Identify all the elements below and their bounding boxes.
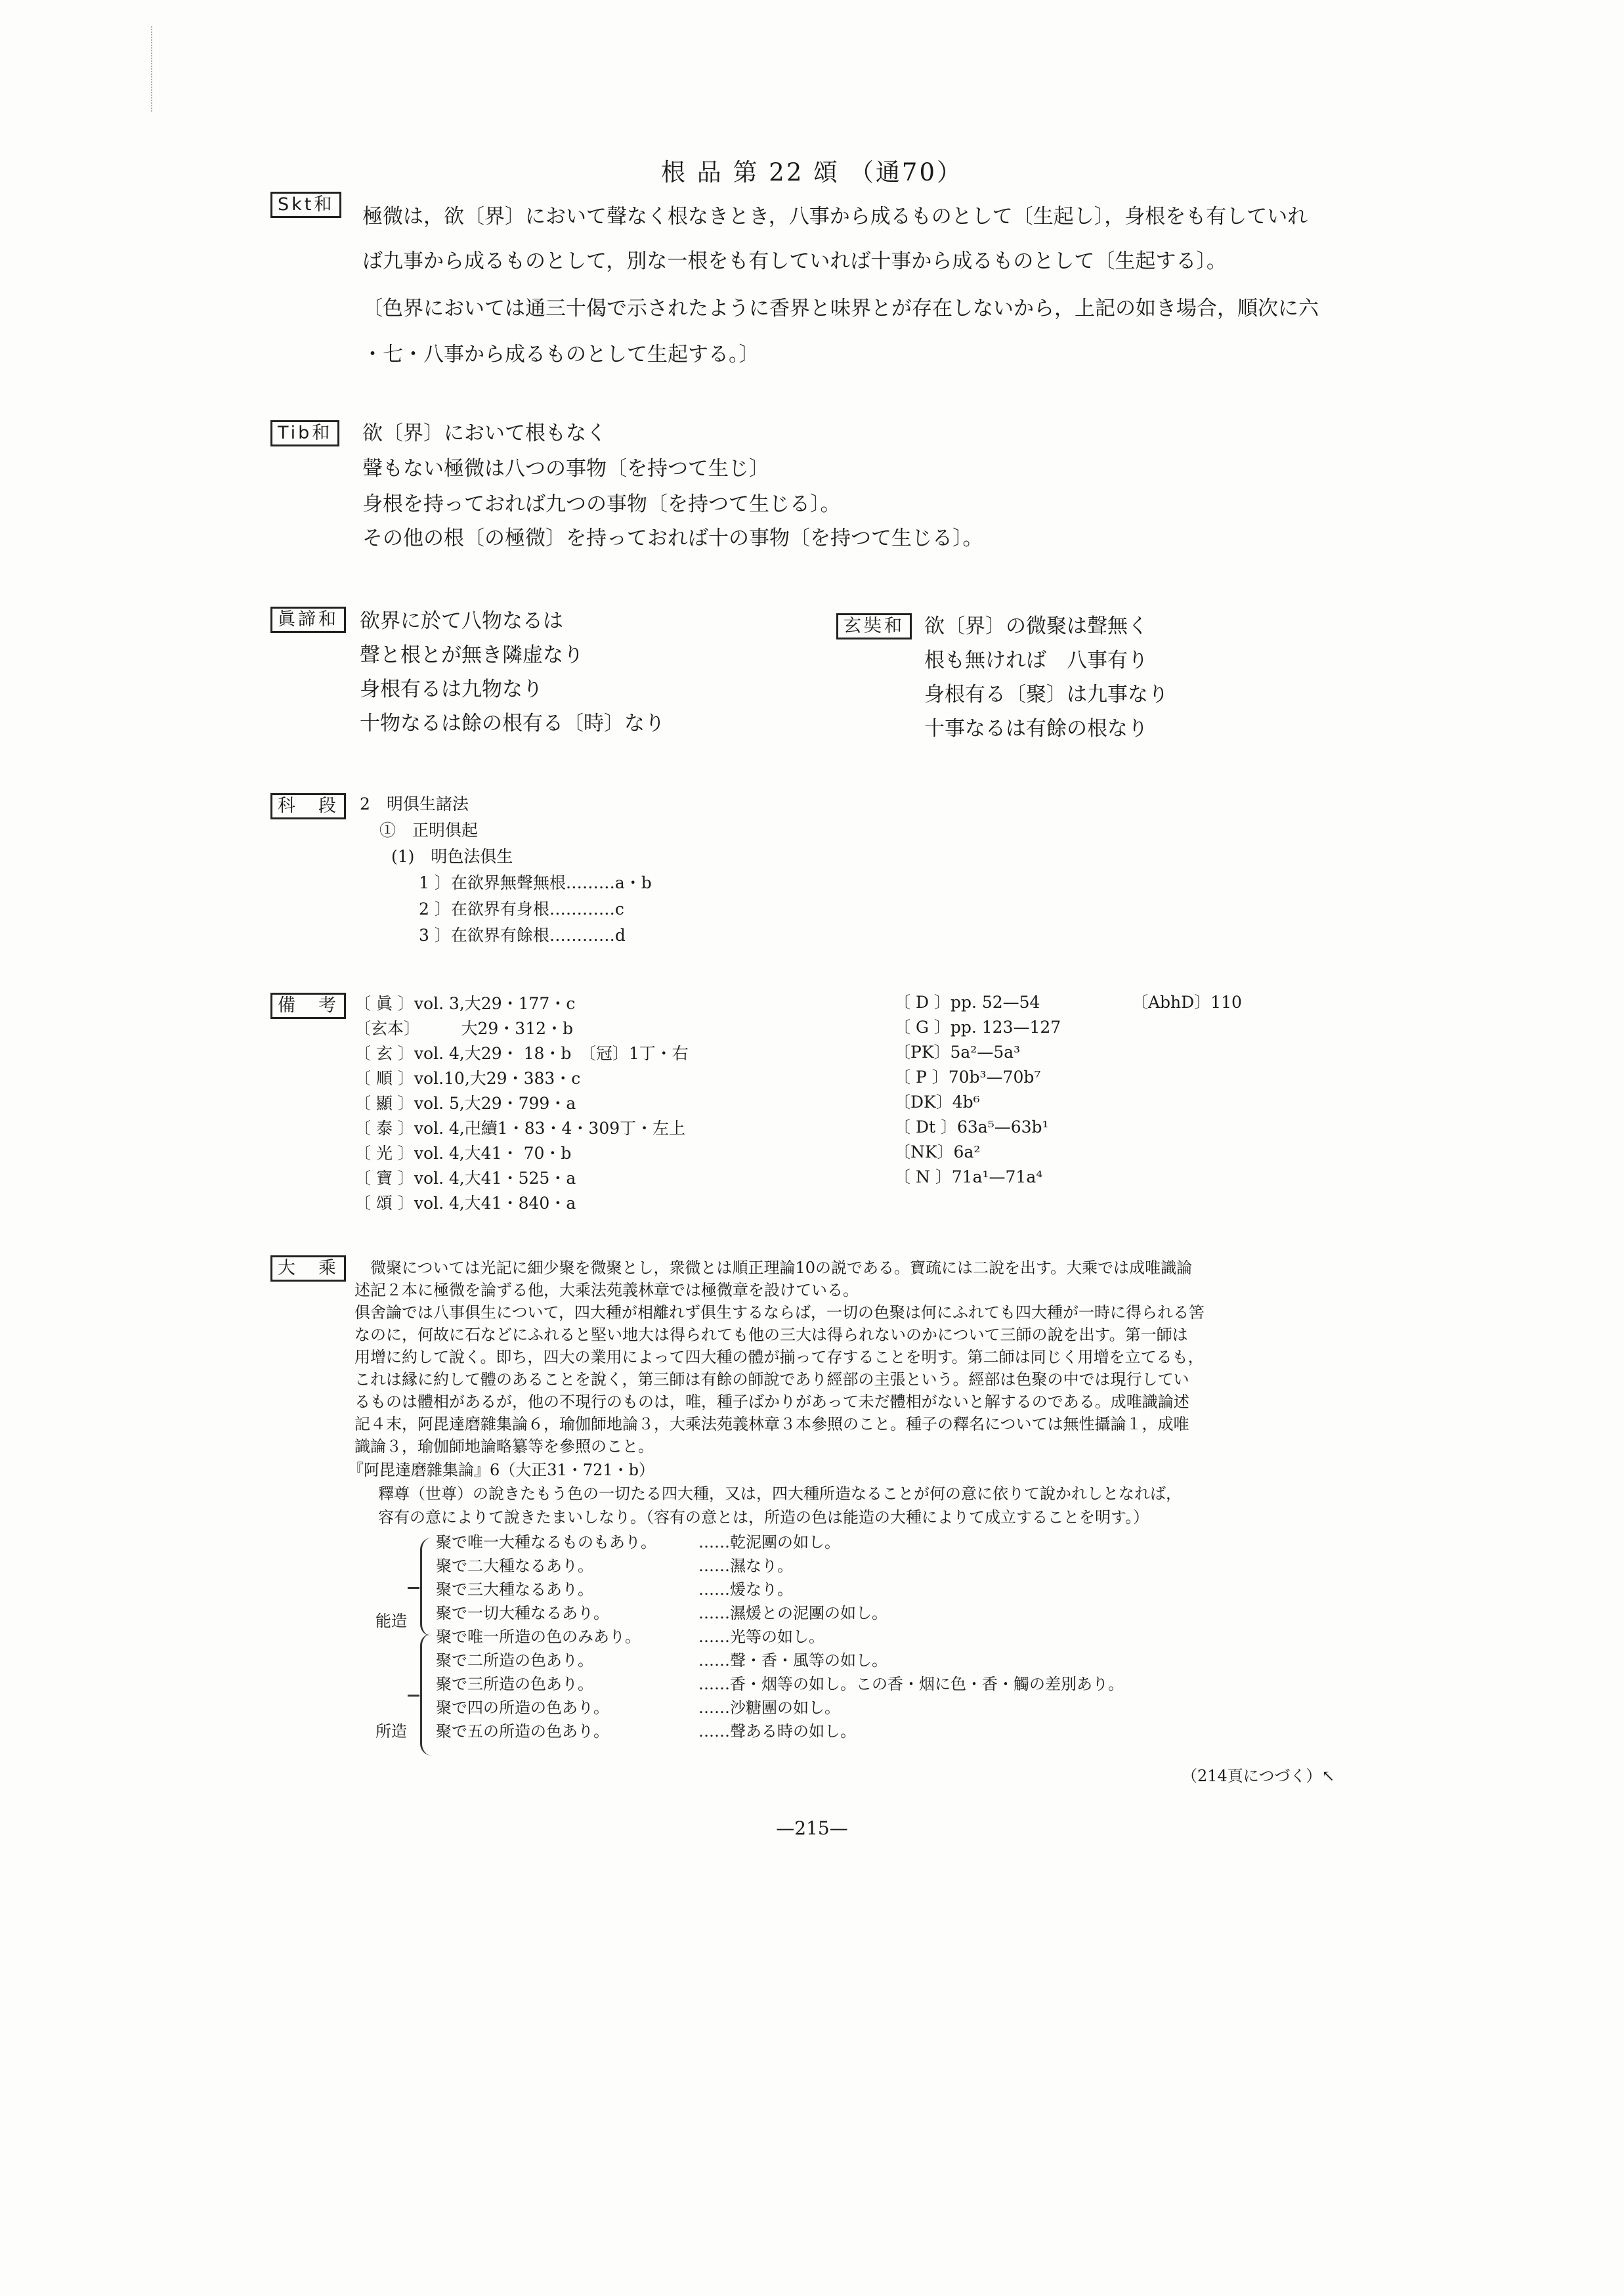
nengzao-item-note: ……煖なり。 xyxy=(698,1580,793,1599)
nengzao-item-note: ……濕煖との泥團の如し。 xyxy=(698,1604,887,1622)
continue-note: （214頁につづく）↖ xyxy=(1182,1767,1335,1785)
xuanzang-line: 身根有る〔聚〕は九事なり xyxy=(924,683,1168,706)
tib-line: 聲もない極微は八つの事物〔を持つて生じ〕 xyxy=(362,457,769,481)
suozao-item: 聚で五の所造の色あり。 xyxy=(436,1722,609,1741)
nengzao-item-note: ……乾泥團の如し。 xyxy=(698,1533,840,1551)
suozao-item-note: ……聲ある時の如し。 xyxy=(698,1722,856,1741)
section-tag-tib: Tib和 xyxy=(270,420,339,446)
kedan-line: 2 明俱生諸法 xyxy=(360,794,469,813)
bikou-ref-right: 〔 N 〕71a¹—71a⁴ xyxy=(894,1167,1043,1186)
page-title: 根 品 第 22 頌 （通70） xyxy=(661,158,963,186)
dasheng-line: 俱舍論では八事俱生について，四大種が相離れず俱生するならば，一切の色聚は何にふれても四大種が一時に得られる筈 xyxy=(354,1303,1205,1322)
suozao-item: 聚で四の所造の色あり。 xyxy=(436,1699,609,1717)
section-tag-zhendi: 眞諦和 xyxy=(270,607,346,633)
skt-line: ば九事から成るものとして，別な一根をも有していれば十事から成るものとして〔生起する〕。 xyxy=(362,249,1227,273)
bikou-ref-left: 〔 光 〕vol. 4,大41・ 70・b xyxy=(354,1144,572,1163)
nengzao-item: 聚で一切大種なるあり。 xyxy=(436,1604,609,1622)
kedan-line: (1) 明色法俱生 xyxy=(391,847,513,866)
page-number: —215— xyxy=(776,1817,848,1839)
nengzao-brace xyxy=(420,1538,437,1636)
bikou-ref-left: 〔 眞 〕vol. 3,大29・177・c xyxy=(354,994,576,1013)
dasheng-line: 識論３，瑜伽師地論略纂等を參照のこと。 xyxy=(354,1437,654,1456)
kedan-line: 1 〕在欲界無聲無根………a・b xyxy=(419,873,652,892)
dasheng-line: 微聚については光記に細少聚を微聚とし，衆微とは順正理論10の説である。寶疏には二說を出す。大乘では成唯識論 xyxy=(354,1259,1193,1277)
bikou-ref-left: 〔 頌 〕vol. 4,大41・840・a xyxy=(354,1194,576,1213)
suozao-item: 聚で唯一所造の色のみあり。 xyxy=(436,1628,641,1646)
bikou-ref-left: 〔 寶 〕vol. 4,大41・525・a xyxy=(354,1169,576,1188)
xuanzang-line: 根も無ければ 八事有り xyxy=(924,649,1148,672)
section-tag-kedan: 科 段 xyxy=(270,793,346,819)
section-tag-bikou: 備 考 xyxy=(270,993,346,1019)
tib-line: 身根を持っておれば九つの事物〔を持つて生じる〕。 xyxy=(362,492,841,516)
bikou-ref-right: 〔 P 〕70b³—70b⁷ xyxy=(894,1068,1041,1087)
kedan-line: ① 正明俱起 xyxy=(379,821,479,840)
bikou-ref-right: 〔 G 〕pp. 123—127 xyxy=(894,1018,1061,1037)
bikou-ref-left: 〔玄本〕 大29・312・b xyxy=(354,1019,574,1038)
xuanzang-line: 十事なるは有餘の根なり xyxy=(924,717,1148,741)
zhendi-line: 身根有るは九物なり xyxy=(360,678,543,701)
bikou-ref-left: 〔 玄 〕vol. 4,大29・ 18・b 〔冠〕1丁・右 xyxy=(354,1044,689,1063)
scan-artifact xyxy=(151,26,156,112)
bikou-ref-right: 〔DK〕4b⁶ xyxy=(894,1093,980,1112)
suozao-item: 聚で三所造の色あり。 xyxy=(436,1675,593,1693)
xuanzang-line: 欲〔界〕の微聚は聲無く xyxy=(924,615,1148,638)
bikou-ref-right: 〔 D 〕pp. 52—54 xyxy=(894,993,1040,1012)
dasheng-line: なのに，何故に石などにふれると堅い地大は得られても他の三大は得られないのかについて三師の說を出す。第一師は xyxy=(354,1326,1188,1344)
skt-line: 〔色界においては通三十偈で示されたように香界と味界とが存在しないから，上記の如き場合，順次に六 xyxy=(362,297,1319,320)
suozao-item-note: ……光等の如し。 xyxy=(698,1628,824,1646)
dasheng-line: これは縁に約して體のあることを說く，第三師は有餘の師說であり經部の主張という。經部は色聚の中では現行してい xyxy=(354,1370,1189,1389)
kedan-line: 3 〕在欲界有餘根…………d xyxy=(419,926,626,945)
nengzao-item-note: ……濕なり。 xyxy=(698,1557,793,1575)
nengzao-item: 聚で三大種なるあり。 xyxy=(436,1580,593,1599)
zhendi-line: 欲界に於て八物なるは xyxy=(360,609,563,633)
section-tag-dasheng: 大 乘 xyxy=(270,1255,346,1282)
suozao-item-note: ……香・烟等の如し。この香・烟に色・香・觸の差別あり。 xyxy=(698,1675,1124,1693)
section-tag-xuanzang: 玄奘和 xyxy=(836,613,912,639)
nengzao-label: 能造 xyxy=(375,1612,407,1630)
suozao-item-note: ……沙糖團の如し。 xyxy=(698,1699,840,1717)
zhendi-line: 十物なるは餘の根有る〔時〕なり xyxy=(360,712,665,735)
kedan-line: 2 〕在欲界有身根…………c xyxy=(419,899,624,919)
dasheng-line: 述記２本に極微を論ずる他，大乘法苑義林章では極微章を設けている。 xyxy=(354,1281,859,1299)
bikou-ref-left: 〔 顯 〕vol. 5,大29・799・a xyxy=(354,1094,576,1113)
zhendi-line: 聲と根とが無き隣虚なり xyxy=(360,643,584,667)
dasheng-quote: 容有の意によりて說きたまいしなり。（容有の意とは，所造の色は能造の大種によりて成立することを明す。） xyxy=(378,1508,1149,1527)
suozao-item-note: ……聲・香・風等の如し。 xyxy=(698,1651,887,1670)
dasheng-citation: 『阿毘達磨雜集論』6（大正31・721・b） xyxy=(348,1461,654,1479)
skt-line: ・七・八事から成るものとして生起する。〕 xyxy=(362,343,759,366)
nengzao-item: 聚で唯一大種なるものもあり。 xyxy=(436,1533,656,1551)
bikou-ref-right: 〔PK〕5a²—5a³ xyxy=(894,1043,1021,1062)
dasheng-quote: 釋尊（世尊）の說きたもう色の一切たる四大種，又は，四大種所造なることが何の意に依りて說かれしとなれば， xyxy=(378,1484,1182,1503)
suozao-brace xyxy=(420,1634,437,1756)
bikou-ref-right: 〔 Dt 〕63a⁵—63b¹ xyxy=(894,1117,1049,1137)
bikou-ref-left: 〔 泰 〕vol. 4,卍續1・83・4・309丁・左上 xyxy=(354,1119,686,1138)
section-tag-skt: Skt和 xyxy=(270,192,341,218)
tib-line: 欲〔界〕において根もなく xyxy=(362,422,607,445)
bikou-ref-right: 〔NK〕6a² xyxy=(894,1142,981,1161)
nengzao-item: 聚で二大種なるあり。 xyxy=(436,1557,593,1575)
skt-line: 極微は，欲〔界〕において聲なく根なきとき，八事から成るものとして〔生起し〕，身根をも有していれ xyxy=(362,205,1308,228)
tib-line: その他の根〔の極微〕を持っておれば十の事物〔を持つて生じる〕。 xyxy=(362,527,983,550)
dasheng-line: 用增に約して說く。即ち，四大の業用によって四大種の體が揃って存することを明す。第二師は同じく用增を立てるも， xyxy=(354,1348,1204,1366)
dasheng-line: るものは體相があるが，他の不現行のものは，唯，種子ばかりがあって未だ體相がないと解するのである。成唯識論述 xyxy=(354,1393,1189,1411)
dasheng-line: 記４末，阿毘達磨雜集論６，瑜伽師地論３，大乘法苑義林章３本參照のこと。種子の釋名については無性攝論１，成唯 xyxy=(354,1415,1189,1433)
bikou-ref-abhd: 〔AbhD〕110 xyxy=(1132,993,1242,1012)
suozao-label: 所造 xyxy=(375,1722,407,1741)
suozao-item: 聚で二所造の色あり。 xyxy=(436,1651,593,1670)
bikou-ref-left: 〔 順 〕vol.10,大29・383・c xyxy=(354,1069,581,1088)
